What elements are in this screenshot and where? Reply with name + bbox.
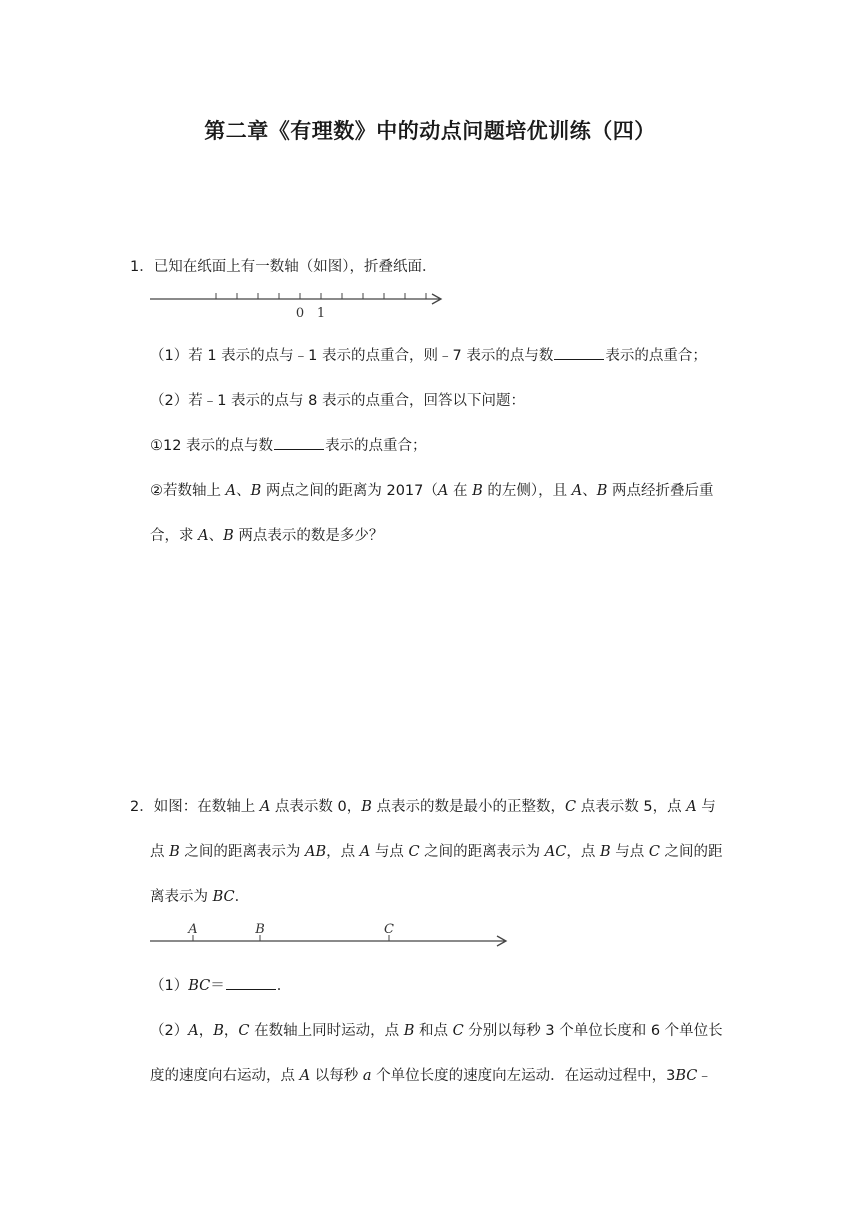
answer-blank [226,975,276,990]
q1-stem: 1．已知在纸面上有一数轴（如图），折叠纸面． [130,259,437,275]
number-line-ticks [216,293,426,299]
page-title: 第二章《有理数》中的动点问题培优训练（四） [204,119,656,143]
q1-part2-sub2-line2: 合，求 A、B 两点表示的数是多少？ [150,528,384,544]
point-label-c: C [384,922,394,937]
q2-part1: （1）BC＝ ． [150,974,291,995]
q2-stem-line1: 2．如图：在数轴上 A 点表示数 0，B 点表示的数是最小的正整数，C 点表示数 5，点 A 与 [130,799,716,815]
number-line-ticks [193,935,389,941]
q1-number-line [148,290,448,322]
q1-part2-sub1: ①12 表示的点与数 表示的点重合； [150,434,427,455]
q2-stem-line3: 离表示为 BC． [150,889,250,905]
q1-part2: （2）若﹣1 表示的点与 8 表示的点重合，回答以下问题： [150,393,526,409]
q2-stem-line2: 点 B 之间的距离表示为 AB，点 A 与点 C 之间的距离表示为 AC，点 B 与点 C 之间的距 [150,844,723,860]
tick-label-1: 1 [316,306,326,321]
tick-label-0: 0 [295,306,305,321]
q1-part1: （1）若 1 表示的点与﹣1 表示的点重合，则﹣7 表示的点与数 表示的点重合； [150,344,707,365]
point-label-a: A [188,922,198,937]
answer-blank [554,345,604,360]
q2-part2-line2: 度的速度向右运动，点 A 以每秒 a 个单位长度的速度向左运动．在运动过程中，3BC﹣ [150,1068,712,1084]
point-label-b: B [255,922,265,937]
q2-number-line [148,920,513,952]
q1-part2-sub2-line1: ②若数轴上 A、B 两点之间的距离为 2017（A 在 B 的左侧），且 A、B 两点经折叠后重 [150,483,714,499]
answer-blank [274,435,324,450]
q2-part2-line1: （2）A，B，C 在数轴上同时运动，点 B 和点 C 分别以每秒 3 个单位长度和 6 个单位长 [150,1023,723,1039]
